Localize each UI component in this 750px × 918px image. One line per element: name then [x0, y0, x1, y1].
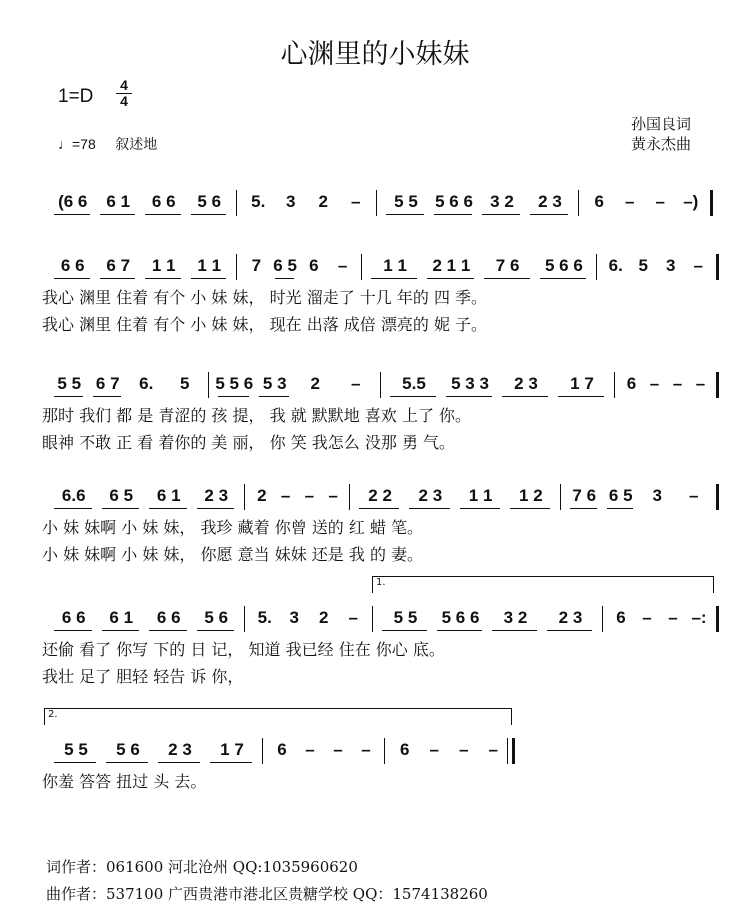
bar-line: [710, 190, 713, 216]
beam-underline: [510, 508, 550, 509]
bar-line: [578, 190, 579, 216]
tempo-mark: [58, 134, 157, 154]
note-group: –: [655, 192, 665, 211]
note-group: –:: [691, 608, 707, 627]
note-group: 2: [319, 608, 329, 627]
note-group: 6: [626, 374, 637, 393]
note-group: 6 7: [95, 374, 120, 393]
note-group: 3: [289, 608, 299, 627]
note-group: 6: [594, 192, 604, 211]
note-group: –: [337, 256, 348, 275]
bar-line: [372, 606, 373, 632]
note-group: 2 3: [418, 486, 443, 505]
note-group: –: [625, 192, 635, 211]
footer-lyricist-line: 词作者：061600 河北沧州 QQ:1035960620: [46, 858, 358, 876]
beam-underline: [54, 630, 92, 631]
note-group: –: [351, 192, 361, 211]
bar-line: [716, 254, 719, 280]
beam-underline: [570, 508, 597, 509]
bar-line: [244, 484, 245, 510]
bar-line: [380, 372, 381, 398]
note-group: 1 7: [220, 740, 244, 759]
note-group: –: [333, 740, 343, 759]
note-group: –: [695, 374, 706, 393]
note-group: 7 6: [495, 256, 520, 275]
bar-line: [208, 372, 209, 398]
bar-line: [262, 738, 263, 764]
bar-line: [236, 254, 237, 280]
note-group: 7 6: [572, 486, 597, 505]
beam-underline: [218, 396, 249, 397]
beam-underline: [359, 508, 399, 509]
beam-underline: [390, 396, 436, 397]
note-group: 5 3 3: [451, 374, 489, 393]
beam-underline: [607, 508, 634, 509]
note-group: 6 5: [109, 486, 134, 505]
beam-underline: [106, 762, 148, 763]
beam-underline: [409, 508, 449, 509]
note-group: 6 5: [273, 256, 297, 275]
note-group: –: [305, 740, 315, 759]
note-group: 5 6: [197, 192, 222, 211]
note-group: 2 3: [538, 192, 562, 211]
note-group: 6 6: [60, 256, 85, 275]
beam-underline: [259, 396, 290, 397]
note-group: 1 7: [570, 374, 594, 393]
note-group: 6 6: [156, 608, 181, 627]
note-group: 5 5 6: [215, 374, 254, 393]
note-group: 6: [400, 740, 410, 759]
beam-underline: [191, 278, 227, 279]
beam-underline: [102, 630, 140, 631]
key-signature: 1=D: [58, 86, 94, 107]
beam-underline: [145, 278, 181, 279]
beam-underline: [54, 278, 90, 279]
beam-underline: [54, 508, 92, 509]
lyrics-verse-1: 小 妹 妹啊 小 妹 妹， 我珍 藏着 你曾 送的 红 蜡 笔。: [42, 518, 424, 537]
note-group: –: [351, 374, 361, 393]
note-group: 5 3: [262, 374, 287, 393]
note-group: 5 6 6: [441, 608, 480, 627]
note-group: 6 6: [151, 192, 176, 211]
note-group: –: [649, 374, 660, 393]
lyrics-verse-2: 眼神 不敢 正 看 着你的 美 丽， 你 笑 我怎么 没那 勇 气。: [42, 433, 456, 452]
bar-line: [384, 738, 385, 764]
note-group: 2 3: [168, 740, 192, 759]
beam-underline: [446, 396, 492, 397]
note-group: –: [693, 256, 703, 275]
lyrics-verse-1: 你羞 答答 扭过 头 去。: [42, 772, 207, 791]
beam-underline: [492, 630, 537, 631]
beam-underline: [197, 508, 235, 509]
note-group: 2 2: [368, 486, 392, 505]
note-group: 5.5: [402, 374, 426, 393]
bar-line: [244, 606, 245, 632]
beam-underline: [210, 762, 252, 763]
beam-underline: [530, 214, 568, 215]
note-group: –: [672, 374, 683, 393]
note-group: 3 2: [503, 608, 528, 627]
bar-line: [716, 606, 719, 632]
note-group: 6 1: [106, 192, 131, 211]
lyrics-verse-2: 我心 渊里 住着 有个 小 妹 妹， 现在 出落 成倍 漂亮的 妮 子。: [42, 315, 488, 334]
note-group: 6.6: [61, 486, 86, 505]
note-group: 5 6 6: [435, 192, 473, 211]
volta-bracket: [44, 708, 512, 725]
note-group: (6 6: [58, 192, 88, 211]
note-group: 6: [277, 740, 287, 759]
note-group: 5 5: [394, 192, 418, 211]
note-group: 7: [251, 256, 262, 275]
note-group: 3: [286, 192, 296, 211]
beam-underline: [100, 214, 136, 215]
beam-underline: [437, 630, 482, 631]
note-group: 5.: [257, 608, 272, 627]
note-group: –: [280, 486, 291, 505]
beam-underline: [158, 762, 200, 763]
beam-underline: [540, 278, 586, 279]
note-group: 2: [257, 486, 267, 505]
note-group: 1 1: [383, 256, 407, 275]
bar-line: [716, 484, 719, 510]
note-group: –: [642, 608, 652, 627]
note-group: 6 1: [109, 608, 134, 627]
bar-line: [236, 190, 237, 216]
beam-underline: [547, 630, 592, 631]
note-group: 6: [309, 256, 319, 275]
beam-underline: [484, 278, 530, 279]
volta-bracket: [372, 576, 714, 593]
beam-underline: [482, 214, 520, 215]
bar-line: [349, 484, 350, 510]
volta-number: 2.: [48, 709, 58, 720]
note-group: 5: [180, 374, 190, 393]
note-group: –: [668, 608, 678, 627]
note-group: 1 1: [197, 256, 222, 275]
note-group: 6.: [608, 256, 623, 275]
meter-top: 4: [120, 77, 128, 93]
note-group: 5 6: [116, 740, 140, 759]
note-group: 2 3: [558, 608, 583, 627]
note-group: 5 6: [204, 608, 229, 627]
lyrics-verse-1: 还偷 看了 你写 下的 日 记， 知道 我已经 住在 你心 底。: [42, 640, 445, 659]
beam-underline: [197, 630, 235, 631]
beam-underline: [93, 396, 122, 397]
note-group: 5 6 6: [544, 256, 583, 275]
expression-mark: 叙述地: [115, 136, 158, 152]
note-group: 2: [318, 192, 328, 211]
note-group: 6: [616, 608, 626, 627]
volta-number: 1.: [376, 577, 386, 588]
note-group: –): [683, 192, 699, 211]
note-group: –: [488, 740, 498, 759]
bar-line: [596, 254, 597, 280]
note-group: 2 1 1: [432, 256, 471, 275]
beam-underline: [54, 214, 90, 215]
note-group: 6.: [139, 374, 154, 393]
note-group: 5 5: [393, 608, 418, 627]
note-group: 1 1: [151, 256, 176, 275]
beam-underline: [460, 508, 500, 509]
note-group: –: [459, 740, 469, 759]
note-group: 3: [666, 256, 676, 275]
note-group: 2: [310, 374, 320, 393]
beam-underline: [102, 508, 140, 509]
lyrics-verse-1: 那时 我们 都 是 青涩的 孩 提， 我 就 默默地 喜欢 上了 你。: [42, 406, 472, 425]
note-group: –: [328, 486, 338, 505]
beam-underline: [427, 278, 473, 279]
bar-line: [560, 484, 561, 510]
beam-underline: [149, 630, 187, 631]
bar-line: [716, 372, 719, 398]
time-signature: [116, 78, 132, 109]
note-group: 5 5: [64, 740, 88, 759]
note-group: 3: [652, 486, 662, 505]
bar-line: [614, 372, 615, 398]
beam-underline: [382, 630, 427, 631]
note-group: 5.: [251, 192, 266, 211]
lyrics-verse-2: 我壮 足了 胆轻 轻告 诉 你，: [42, 667, 244, 686]
note-group: 5 5: [57, 374, 82, 393]
meter-bottom: 4: [116, 93, 132, 109]
lyrics-verse-2: 小 妹 妹啊 小 妹 妹， 你愿 意当 妹妹 还是 我 的 妻。: [42, 545, 424, 564]
beam-underline: [145, 214, 181, 215]
note-group: 2 3: [204, 486, 229, 505]
note-group: –: [689, 486, 699, 505]
beam-underline: [275, 278, 294, 279]
note-group: 6 1: [156, 486, 181, 505]
note-group: –: [429, 740, 439, 759]
bar-line: [376, 190, 377, 216]
beam-underline: [54, 396, 83, 397]
song-title: 心渊里的小妹妹: [280, 39, 470, 70]
beam-underline: [502, 396, 548, 397]
note-group: –: [361, 740, 371, 759]
lyrics-verse-1: 我心 渊里 住着 有个 小 妹 妹， 时光 溜走了 十几 年的 四 季。: [42, 288, 488, 307]
note-group: 3 2: [490, 192, 514, 211]
bar-line: [602, 606, 603, 632]
note-group: 5: [638, 256, 648, 275]
note-group: 1 1: [468, 486, 493, 505]
beam-underline: [191, 214, 227, 215]
note-group: 6 6: [61, 608, 86, 627]
note-group: –: [348, 608, 358, 627]
note-group: 6 7: [106, 256, 131, 275]
note-group: 1 2: [519, 486, 543, 505]
note-group: –: [304, 486, 315, 505]
note-group: 6 5: [608, 486, 633, 505]
lyricist-credit: 孙国良词: [631, 115, 692, 133]
footer-composer-line: 曲作者：537100 广西贵港市港北区贵糖学校 QQ：1574138260: [46, 885, 488, 903]
beam-underline: [149, 508, 187, 509]
tempo-value: ♩=78: [58, 136, 96, 152]
bar-line: [512, 738, 515, 764]
beam-underline: [386, 214, 424, 215]
beam-underline: [371, 278, 417, 279]
beam-underline: [100, 278, 136, 279]
beam-underline: [558, 396, 604, 397]
note-group: 2 3: [514, 374, 538, 393]
composer-credit: 黄永杰曲: [631, 135, 692, 153]
beam-underline: [54, 762, 96, 763]
bar-line: [361, 254, 362, 280]
beam-underline: [434, 214, 472, 215]
